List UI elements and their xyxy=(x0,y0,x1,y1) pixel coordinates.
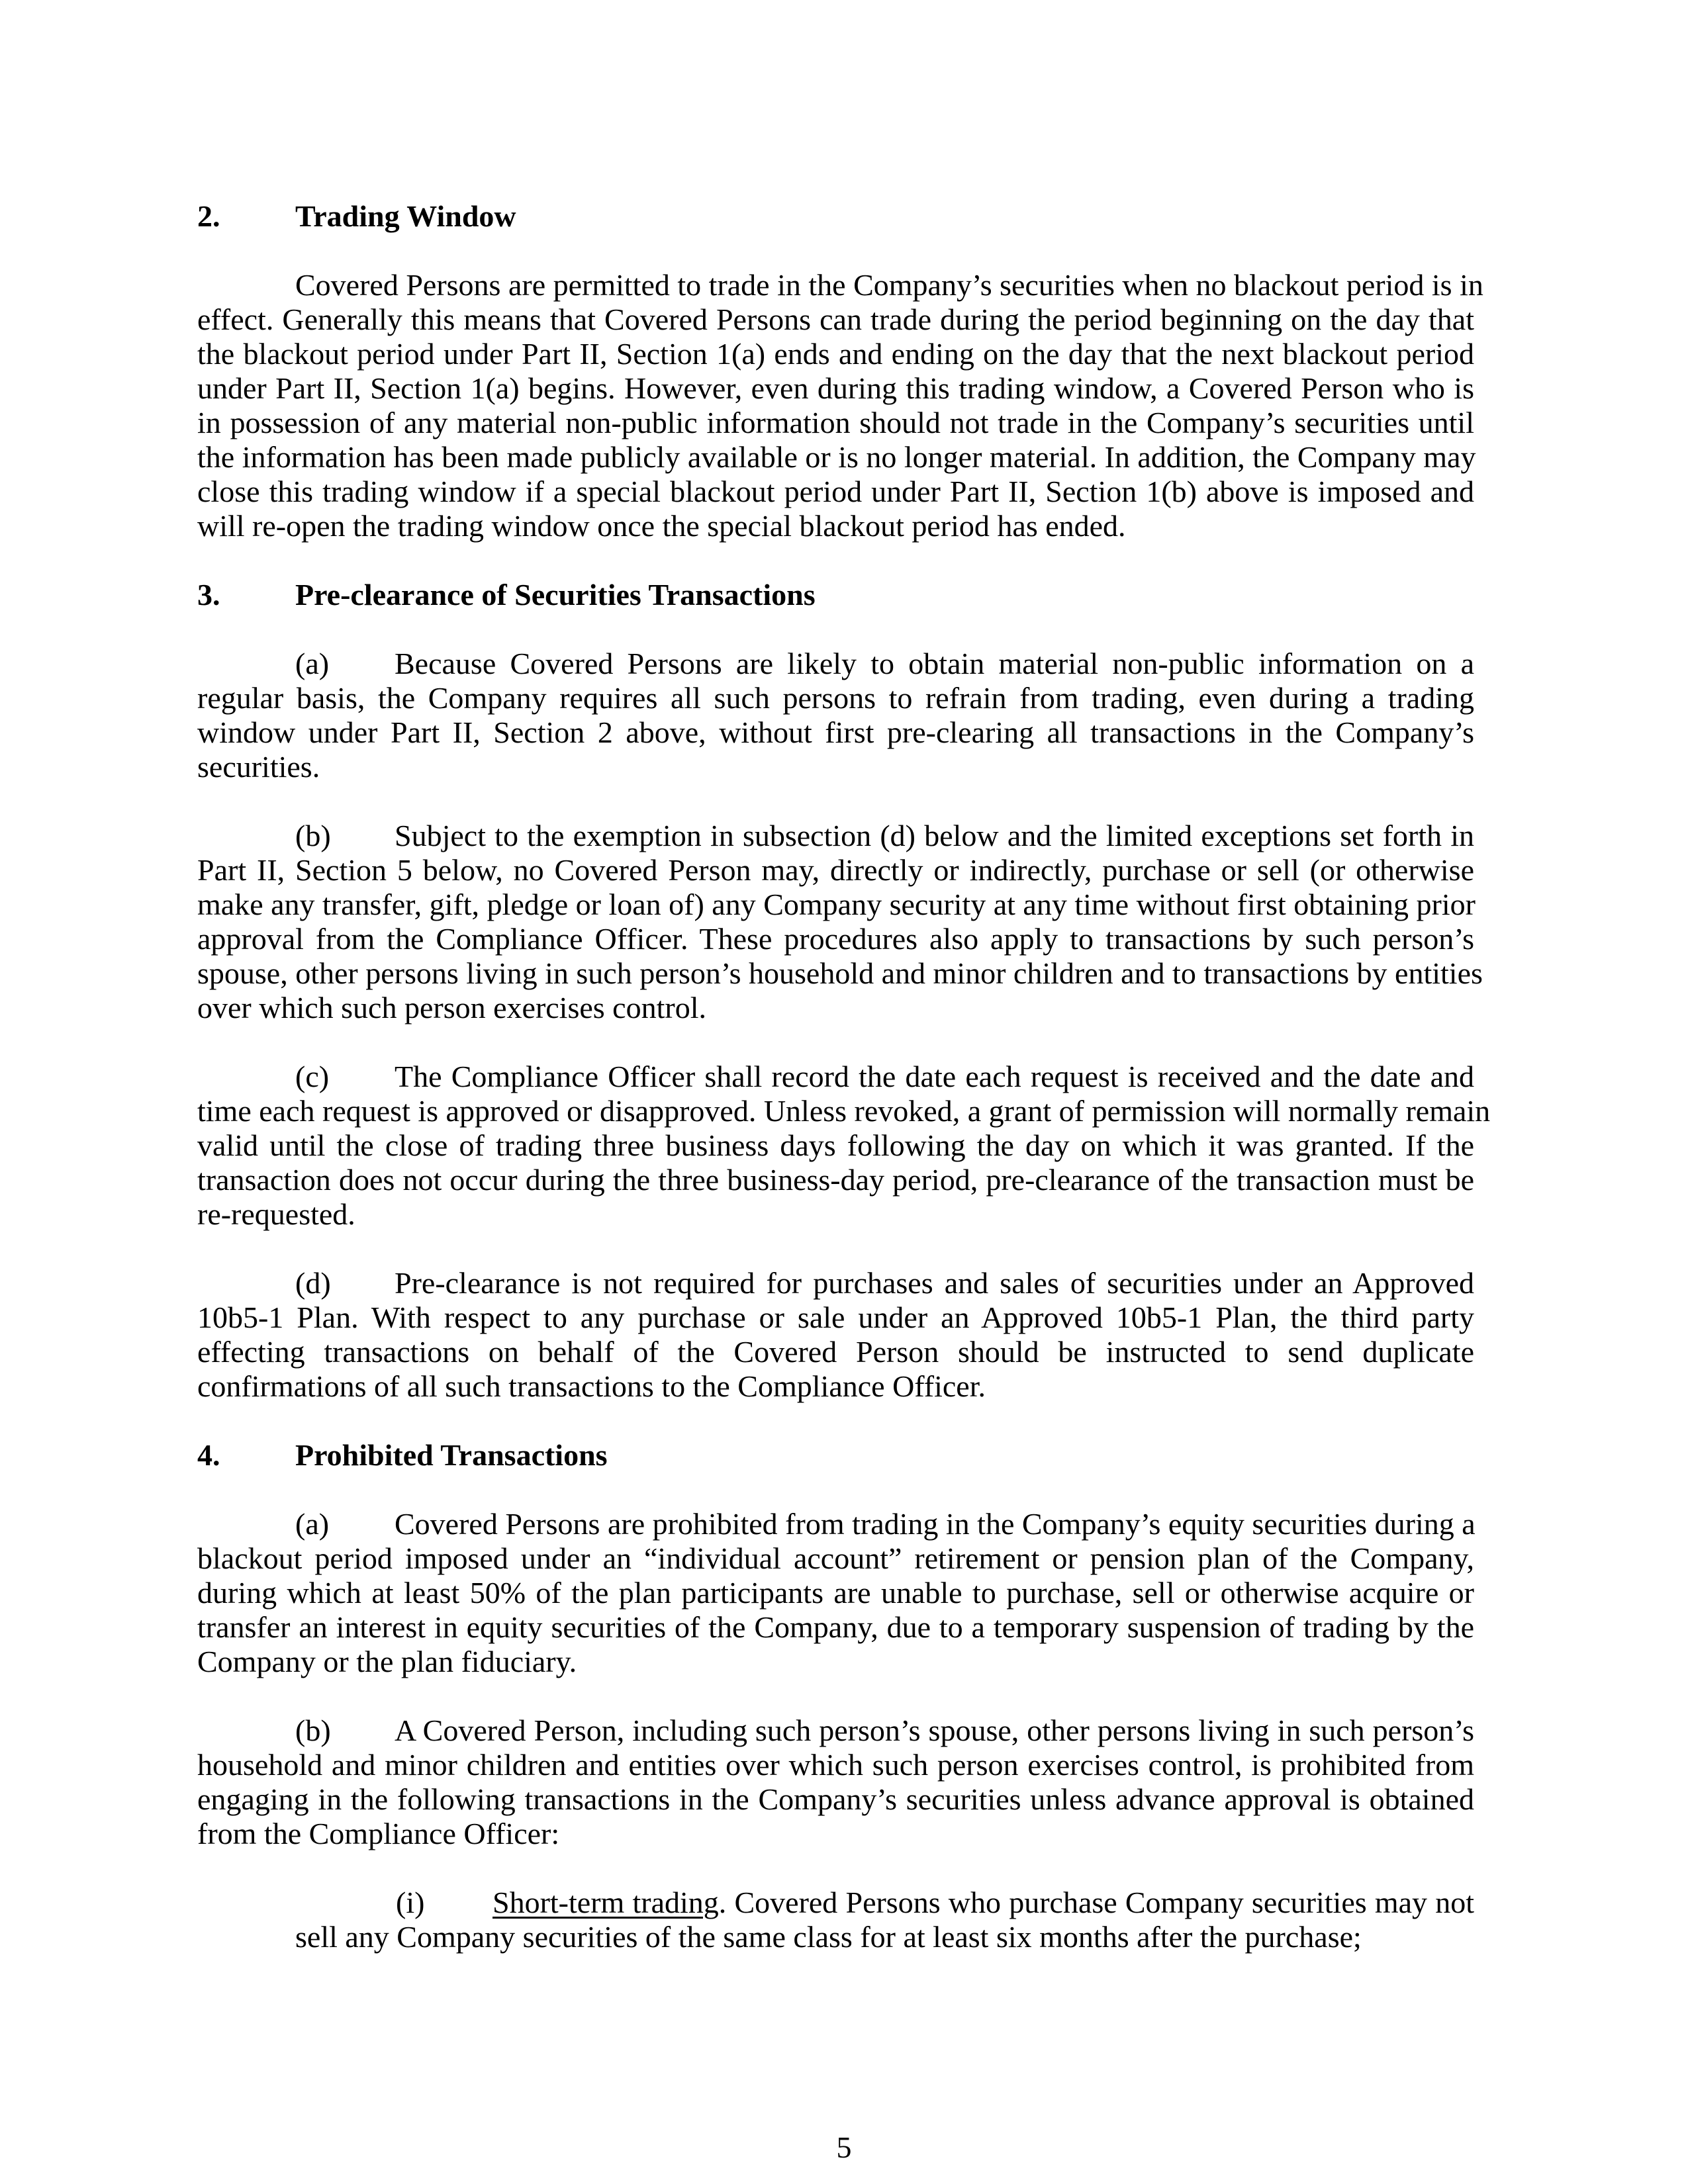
text: Pre-clearance is not required for purchases and sales of securities under an Approved xyxy=(395,1266,1474,1300)
text-line: Part II, Section 5 below, no Covered Person may, directly or indirectly, purchase or sell (or otherwise xyxy=(197,853,1474,887)
text-line: 10b5-1 Plan. With respect to any purchase or sale under an Approved 10b5-1 Plan, the third party xyxy=(197,1300,1474,1334)
text-line: engaging in the following transactions in the Company’s securities unless advance approval is obtained xyxy=(197,1782,1474,1816)
section-heading-prohibited-transactions xyxy=(197,1438,1474,1473)
text-line: close this trading window if a special blackout period under Part II, Section 1(b) above is imposed and xyxy=(197,475,1474,508)
text-line xyxy=(197,1713,1474,1748)
text-line: during which at least 50% of the plan participants are unable to purchase, sell or otherwise acquire or xyxy=(197,1576,1474,1610)
text-line: window under Part II, Section 2 above, without first pre-clearing all transactions in the Company’s xyxy=(197,715,1474,749)
paragraph-4a xyxy=(197,1507,1474,1679)
text-line: transfer an interest in equity securities of the Company, due to a temporary suspension of trading by the xyxy=(197,1610,1474,1644)
text-line: the information has been made publicly available or is no longer material. In addition, the Company may xyxy=(197,440,1476,474)
text-line: transaction does not occur during the three business-day period, pre-clearance of the transaction must be xyxy=(197,1163,1474,1197)
text-line: from the Compliance Officer: xyxy=(197,1817,560,1850)
item-label: (c) xyxy=(295,1060,330,1093)
text-line: make any transfer, gift, pledge or loan of) any Company security at any time without first obtaining prior xyxy=(197,887,1476,921)
item-label: (b) xyxy=(295,819,331,852)
paragraph-3b xyxy=(197,819,1483,1025)
text-line: household and minor children and entities over which such person exercises control, is prohibited from xyxy=(197,1748,1474,1782)
text: . Covered Persons who purchase Company securities may not xyxy=(718,1886,1474,1919)
text: A Covered Person, including such person’s spouse, other persons living in such person’s xyxy=(395,1713,1474,1747)
text-line: sell any Company securities of the same class for at least six months after the purchase; xyxy=(295,1920,1362,1954)
text-line: time each request is approved or disapproved. Unless revoked, a grant of permission will normally remain xyxy=(197,1094,1491,1128)
text-line: re-requested. xyxy=(197,1197,355,1231)
text-line: approval from the Compliance Officer. These procedures also apply to transactions by such person’s xyxy=(197,922,1474,956)
paragraph-3c xyxy=(197,1060,1491,1232)
text-line: Covered Persons are permitted to trade in the Company’s securities when no blackout period is in xyxy=(295,268,1483,302)
text-line: securities. xyxy=(197,750,320,784)
text-line: the blackout period under Part II, Section 1(a) ends and ending on the day that the next blackout period xyxy=(197,337,1474,371)
text-line: in possession of any material non-public information should not trade in the Company’s securities until xyxy=(197,406,1474,439)
text-line xyxy=(197,647,1474,681)
text: Covered Persons are prohibited from trading in the Company’s equity securities during a xyxy=(395,1507,1476,1541)
section-heading-trading-window xyxy=(197,199,1474,234)
item-label: (a) xyxy=(295,647,330,680)
text-line: will re-open the trading window once the special blackout period has ended. xyxy=(197,509,1126,543)
item-label: (b) xyxy=(295,1713,331,1747)
text-line: effect. Generally this means that Covered Persons can trade during the period beginning on the day that xyxy=(197,302,1474,336)
text: Because Covered Persons are likely to obtain material non-public information on a xyxy=(395,647,1474,680)
item-label: (d) xyxy=(295,1266,331,1300)
paragraph-4b xyxy=(197,1713,1474,1851)
item-label: (i) xyxy=(396,1886,425,1919)
section-number: 4. xyxy=(197,1438,220,1472)
text-line xyxy=(197,1060,1474,1094)
section-number: 2. xyxy=(197,199,220,233)
text-line xyxy=(197,1266,1474,1300)
text-line xyxy=(197,1886,1474,1920)
section-heading-pre-clearance xyxy=(197,578,1474,612)
text-line: over which such person exercises control. xyxy=(197,991,706,1024)
document-page xyxy=(197,199,1491,1954)
text-line: Company or the plan fiduciary. xyxy=(197,1645,577,1678)
paragraph-3d xyxy=(197,1266,1474,1404)
section-number: 3. xyxy=(197,578,220,612)
text-line: effecting transactions on behalf of the Covered Person should be instructed to send duplicate xyxy=(197,1335,1474,1369)
text-line: under Part II, Section 1(a) begins. However, even during this trading window, a Covered Person who is xyxy=(197,371,1474,405)
section-title: Trading Window xyxy=(295,199,516,233)
section-title: Pre-clearance of Securities Transactions xyxy=(295,578,816,612)
text-line xyxy=(197,1507,1474,1541)
text-line: blackout period imposed under an “individual account” retirement or pension plan of the Company, xyxy=(197,1541,1474,1575)
text-line: confirmations of all such transactions to the Compliance Officer. xyxy=(197,1369,986,1403)
text: The Compliance Officer shall record the date each request is received and the date and xyxy=(395,1060,1474,1093)
paragraph-3a xyxy=(197,647,1474,784)
text-line: regular basis, the Company requires all such persons to refrain from trading, even during a trading xyxy=(197,681,1474,715)
item-label: (a) xyxy=(295,1507,330,1541)
text: Subject to the exemption in subsection (d) below and the limited exceptions set forth in xyxy=(395,819,1474,852)
paragraph-4b-i xyxy=(197,1886,1474,1954)
text-line: spouse, other persons living in such person’s household and minor children and to transactions by entities xyxy=(197,956,1483,990)
section-title: Prohibited Transactions xyxy=(295,1438,608,1472)
page-number: 5 xyxy=(836,2130,852,2164)
text-line: valid until the close of trading three business days following the day on which it was granted. If the xyxy=(197,1128,1474,1162)
paragraph-trading-window xyxy=(197,268,1483,543)
item-title-underlined: Short-term trading xyxy=(492,1886,719,1919)
text-line xyxy=(197,819,1474,853)
